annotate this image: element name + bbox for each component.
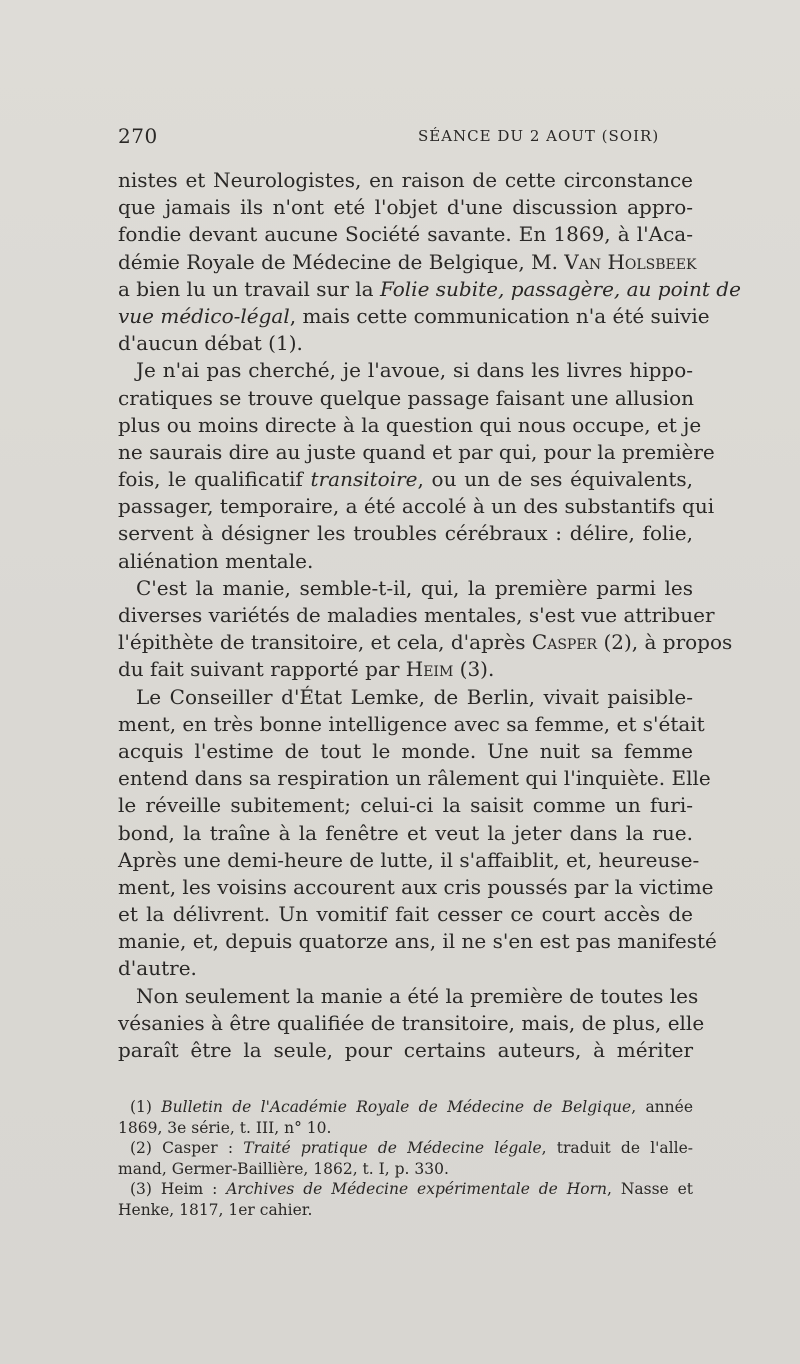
text-line: que jamais ils n'ont eté l'objet d'une discussion appro-: [118, 195, 693, 220]
text-line: du fait suivant rapporté par Heim (3).: [118, 657, 495, 682]
footnote-line: 1869, 3e série, t. III, n° 10.: [118, 1118, 332, 1137]
text-line: vue médico-légal, mais cette communication n'a été suivie: [118, 303, 710, 328]
text-line: manie, et, depuis quatorze ans, il ne s'en est pas manifesté: [118, 929, 717, 954]
paragraph-start-line: Non seulement la manie a été la première de toutes les: [136, 983, 699, 1008]
text-line: bond, la traîne à la fenêtre et veut la jeter dans la rue.: [118, 820, 693, 845]
small-caps-name: Casper: [531, 630, 598, 655]
text-line: diverses variétés de maladies mentales, s'est vue attribuer: [118, 603, 715, 627]
footnote-line: mand, Germer-Baillière, 1862, t. I, p. 330.: [118, 1159, 449, 1178]
small-caps-name: Heim: [405, 657, 454, 682]
text-line: a bien lu un travail sur la Folie subite, passagère, au point de: [118, 276, 741, 301]
text-line: démie Royale de Médecine de Belgique, M. Van Holsbeek: [118, 249, 697, 274]
text-line: entend dans sa respiration un râlement qui l'inquiète. Elle: [118, 766, 711, 791]
italic-phrase: Folie subite, passagère, au point de: [379, 276, 741, 301]
text-line: d'aucun débat (1).: [118, 331, 303, 356]
text-line: passager, temporaire, a été accolé à un des substantifs qui: [118, 494, 715, 519]
text-line: d'autre.: [118, 956, 197, 981]
page-header: [118, 124, 693, 154]
text-line: aliénation mentale.: [118, 548, 314, 573]
italic-phrase: Bulletin de l'Académie Royale de Médecine de Belgique: [161, 1098, 632, 1116]
footnotes: [118, 1097, 693, 1220]
text-line: acquis l'estime de tout le monde. Une nuit sa femme: [118, 738, 693, 763]
text-line: plus ou moins directe à la question qui nous occupe, et je: [118, 412, 702, 437]
italic-phrase: vue médico-légal: [118, 303, 290, 328]
footnote-line: Henke, 1817, 1er cahier.: [118, 1200, 313, 1219]
text-line: le réveille subitement; celui-ci la saisit comme un furi-: [118, 793, 693, 818]
text-line: Après une demi-heure de lutte, il s'affaiblit, et, heureuse-: [118, 847, 700, 872]
text-line: vésanies à être qualifiée de transitoire, mais, de plus, elle: [118, 1010, 705, 1035]
footnote-line: (3) Heim : Archives de Médecine expérimentale de Horn, Nasse et: [130, 1180, 694, 1198]
text-line: nistes et Neurologistes, en raison de cette circonstance: [118, 168, 693, 192]
small-caps-name: Van Holsbeek: [564, 249, 697, 274]
footnote-line: (2) Casper : Traité pratique de Médecine légale, traduit de l'alle-: [130, 1139, 693, 1157]
italic-phrase: Traité pratique de Médecine légale: [243, 1139, 542, 1157]
body-text: [118, 167, 741, 1064]
running-head: SÉANCE DU 2 AOUT (SOIR): [418, 127, 660, 145]
footnote-line: (1) Bulletin de l'Académie Royale de Médecine de Belgique, année: [130, 1098, 693, 1116]
text-line: cratiques se trouve quelque passage faisant une allusion: [118, 385, 695, 410]
text-line: fois, le qualificatif transitoire, ou un de ses équivalents,: [118, 467, 694, 492]
paragraph-start-line: Le Conseiller d'État Lemke, de Berlin, vivait paisible-: [136, 684, 693, 709]
italic-phrase: Archives de Médecine expérimentale de Horn: [226, 1180, 607, 1198]
paragraph-start-line: C'est la manie, semble-t-il, qui, la première parmi les: [136, 575, 693, 600]
text-line: ment, en très bonne intelligence avec sa femme, et s'était: [118, 711, 705, 736]
text-line: ne saurais dire au juste quand et par qui, pour la première: [118, 439, 715, 464]
text-line: et la délivrent. Un vomitif fait cesser ce court accès de: [118, 902, 693, 927]
paragraph-start-line: Je n'ai pas cherché, je l'avoue, si dans les livres hippo-: [136, 358, 693, 383]
text-line: l'épithète de transitoire, et cela, d'après Casper (2), à propos: [118, 630, 733, 655]
text-line: servent à désigner les troubles cérébraux : délire, folie,: [118, 521, 693, 546]
page-number: 270: [118, 124, 158, 148]
text-line: fondie devant aucune Société savante. En 1869, à l'Aca-: [118, 222, 693, 247]
text-line: ment, les voisins accourent aux cris poussés par la victime: [118, 874, 714, 899]
text-line: paraît être la seule, pour certains auteurs, à mériter: [118, 1038, 693, 1062]
italic-phrase: transitoire: [310, 467, 418, 492]
